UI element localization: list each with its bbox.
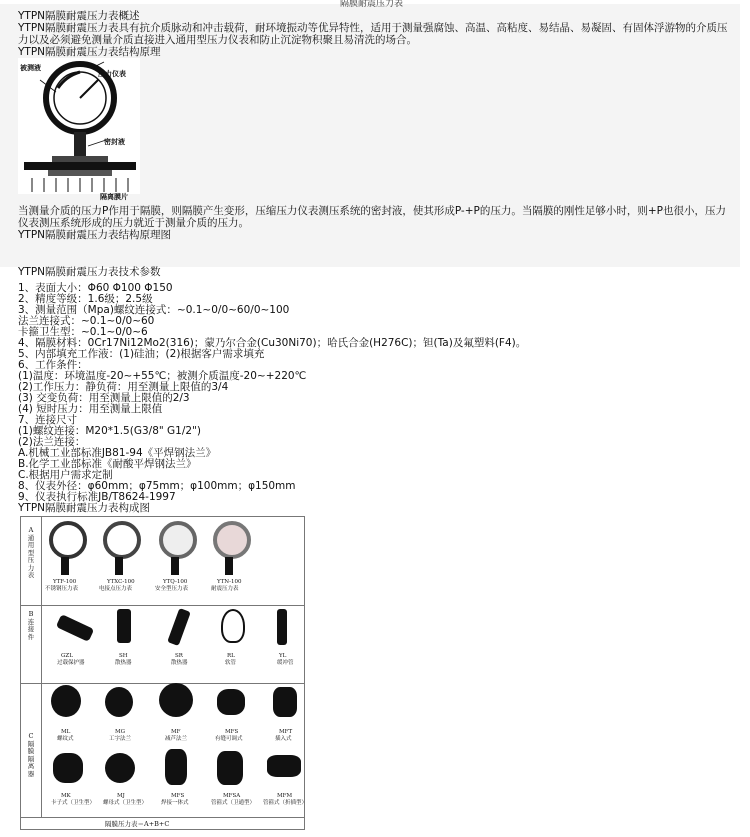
isolator-code: MFS (225, 729, 239, 735)
label-gauge: 压力仪表 (98, 70, 126, 78)
isolator-icon (273, 687, 297, 717)
overview-title: YTPN隔膜耐震压力表概述 (18, 10, 140, 22)
param-line: (4) 短时压力：用至测量上限值 (18, 403, 163, 415)
gauge-name: 耐震压力表 (211, 586, 239, 592)
fitting-code: YL (279, 653, 287, 659)
gauge-stem-icon (225, 557, 233, 575)
label-diaphragm: 隔离膜片 (100, 193, 128, 201)
fitting-icon (221, 609, 245, 643)
isolator-icon (105, 753, 135, 783)
param-line: 9、仪表执行标准JB/T8624-1997 (18, 491, 176, 503)
isolator-name: 管箍式（折插型） (263, 800, 308, 806)
gauge-code: YTXC-100 (107, 579, 135, 585)
isolator-name: 卡子式（卫生型） (51, 800, 96, 806)
isolator-code: MJ (117, 793, 125, 799)
table-divider (21, 683, 304, 684)
fitting-icon (117, 609, 131, 643)
fitting-code: RL (227, 653, 235, 659)
label-seal: 密封液 (104, 138, 125, 146)
fitting-name: 散热器 (115, 660, 132, 666)
isolator-name: 有缝可调式 (215, 736, 243, 742)
gauge-name: 不锈钢压力表 (45, 586, 79, 592)
fitting-name: 软管 (225, 660, 237, 666)
gauge-stem-icon (171, 557, 179, 575)
isolator-icon (159, 683, 193, 717)
isolator-code: MK (61, 793, 71, 799)
param-line: (1)温度：环境温度-20~+55℃；被测介质温度-20~+220℃ (18, 370, 307, 382)
gauge-code: YTF-100 (53, 579, 77, 585)
param-line: 6、工作条件： (18, 359, 88, 371)
structure-title: YTPN隔膜耐震压力表结构原理 (18, 46, 161, 58)
gauge-icon (159, 521, 197, 559)
isolator-icon (51, 685, 81, 717)
param-line: 卡箍卫生型：~0.1~0/0~6 (18, 326, 148, 338)
fitting-code: SR (175, 653, 183, 659)
isolator-name: 管箍式（卫通型） (211, 800, 256, 806)
gauge-name: 电接点压力表 (99, 586, 133, 592)
fitting-icon (277, 609, 287, 645)
fitting-code: SH (119, 653, 128, 659)
param-line: (2)法兰连接： (18, 436, 86, 448)
isolator-code: MFS (171, 793, 185, 799)
gauge-code: YTQ-100 (163, 579, 188, 585)
isolator-code: ML (61, 729, 71, 735)
isolator-code: MFM (277, 793, 293, 799)
param-line: C.根据用户需求定制 (18, 469, 113, 481)
isolator-icon (267, 755, 301, 777)
isolator-icon (217, 751, 243, 785)
isolator-code: MFT (279, 729, 293, 735)
params-title: YTPN隔膜耐震压力表技术参数 (18, 266, 161, 278)
fitting-name: 缓冲管 (277, 660, 294, 666)
fitting-icon (167, 608, 191, 646)
table-divider (41, 517, 42, 817)
isolator-icon (105, 687, 133, 717)
gauge-icon (213, 521, 251, 559)
composition-table (20, 516, 308, 830)
table-footer: 隔膜压力表＝A+B+C (105, 820, 170, 828)
table-divider (21, 817, 304, 818)
param-line: A.机械工业部标准JB81-94《平焊钢法兰》 (18, 447, 217, 459)
gauge-stem-icon (61, 557, 69, 575)
param-line: 8、仪表外径：φ60mm；φ75mm；φ100mm；φ150mm (18, 480, 296, 492)
row-b-label: B 连接件 (27, 610, 35, 641)
top-cut-text: 隔膜耐震压力表 (340, 0, 404, 9)
param-line: 法兰连接式：~0.1~0/0~60 (18, 315, 155, 327)
param-line: (1)螺纹连接：M20*1.5(G3/8" G1/2") (18, 425, 202, 437)
param-line: 7、连接尺寸 (18, 414, 78, 426)
isolator-icon (217, 689, 245, 715)
isolator-name: 螺母式（卫生型） (103, 800, 148, 806)
composition-title: YTPN隔膜耐震压力表构成图 (18, 502, 151, 514)
fitting-name: 散热器 (171, 660, 188, 666)
isolator-name: 工字法兰 (109, 736, 132, 742)
param-line: B.化学工业部标准《耐酸平焊钢法兰》 (18, 458, 197, 470)
fitting-name: 过载保护器 (57, 660, 85, 666)
isolator-name: 螺纹式 (57, 736, 74, 742)
table-divider (21, 605, 304, 606)
overview-body: YTPN隔膜耐震压力表具有抗介质脉动和冲击载荷，耐环境振动等优异特性，适用于测量强腐蚀、高温、高粘度、易结晶、易凝固、有固体浮游物的介质压力以及必须避免测量介质直接进入通用型压力仪表和防止沉淀物积聚且易清洗的场合。 (18, 22, 728, 46)
fitting-icon (56, 614, 95, 642)
isolator-icon (53, 753, 83, 783)
param-line: (3) 交变负荷：用至测量上限值的2/3 (18, 392, 190, 404)
param-line: (2)工作压力：静负荷：用至测量上限值的3/4 (18, 381, 229, 393)
isolator-code: MF (171, 729, 181, 735)
row-a-label: A 通用型压力表 (27, 526, 35, 579)
param-line: 1、表面大小：Φ60 Φ100 Φ150 (18, 282, 173, 294)
gauge-name: 安全型压力表 (155, 586, 189, 592)
param-line: 2、精度等级：1.6级；2.5级 (18, 293, 153, 305)
gauge-icon (103, 521, 141, 559)
param-line: 5、内部填充工作液：(1)硅油；(2)根据客户需求填充 (18, 348, 265, 360)
isolator-name: 减芦法兰 (165, 736, 188, 742)
gauge-stem-icon (115, 557, 123, 575)
isolator-name: 插入式 (275, 736, 292, 742)
isolator-name: 焊接一体式 (161, 800, 189, 806)
param-line: 4、隔膜材料：0Cr17Ni12Mo2(316)；蒙乃尔合金(Cu30Ni70)；哈氏合金(H276C)；钽(Ta)及氟塑料(F4)。 (18, 337, 527, 349)
row-c-label: C 隔膜隔离器 (27, 732, 35, 778)
isolator-icon (165, 749, 187, 785)
isolator-code: MFSA (223, 793, 241, 799)
isolator-code: MG (115, 729, 126, 735)
principle-body: 当测量介质的压力P作用于隔膜，则隔膜产生变形，压缩压力仪表测压系统的密封液，使其形成P-+P的压力。当隔膜的刚性足够小时，则+P也很小，压力仪表测压系统形成的压力就近于测量介质的压力。 (18, 205, 726, 229)
fitting-code: GZL (61, 653, 73, 659)
principle-diagram-title: YTPN隔膜耐震压力表结构原理图 (18, 229, 172, 241)
gauge-icon (49, 521, 87, 559)
structure-diagram-svg (18, 58, 140, 194)
label-filled-tube: 被测液 (20, 64, 41, 72)
structure-diagram (18, 58, 140, 194)
param-line: 3、测量范围（Mpa)螺纹连接式：~0.1~0/0~60/0~100 (18, 304, 290, 316)
gauge-code: YTN-100 (217, 579, 242, 585)
